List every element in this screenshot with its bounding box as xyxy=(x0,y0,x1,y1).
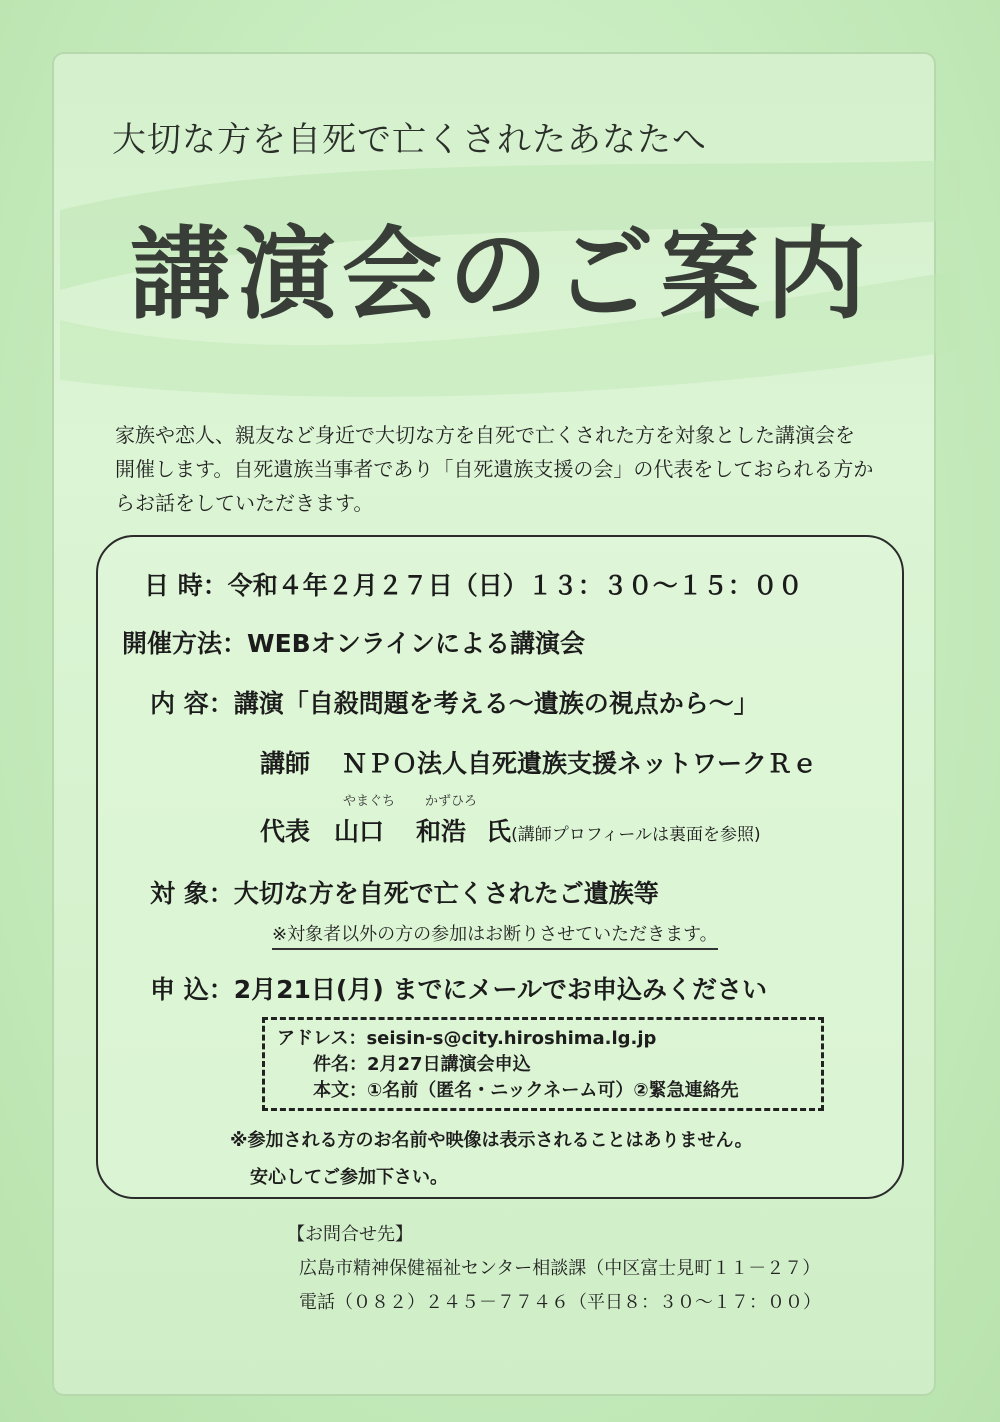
method-label: 開催方法： xyxy=(122,629,248,658)
contact-phone: 電話（０８２）２４５－７７４６（平日８：３０～１７：００） xyxy=(299,1292,821,1313)
mail-subject: 2月27日講演会申込 xyxy=(367,1054,531,1075)
mail-address-line xyxy=(277,1024,656,1050)
flyer-subtitle: 大切な方を自死で亡くされたあなたへ xyxy=(112,120,707,160)
intro-line: 家族や恋人、親友など身近で大切な方を自死で亡くされた方を対象とした講演会を xyxy=(115,423,855,447)
privacy-notice: ※参加される方のお名前や映像は表示されることはありません。 xyxy=(230,1130,753,1151)
apply-row xyxy=(150,970,767,1006)
lecturer-name-row xyxy=(260,812,761,848)
mail-body-label: 本文： xyxy=(313,1080,367,1101)
intro-paragraph xyxy=(115,418,905,520)
intro-line: らお話をしていただきます。 xyxy=(115,491,374,515)
apply-value: 2月21日(月) までにメールでお申込みください xyxy=(233,975,767,1004)
reassurance-notice: 安心してご参加下さい。 xyxy=(250,1167,448,1188)
lecturer-suffix: 氏 xyxy=(486,817,512,846)
mail-subject-label: 件名： xyxy=(313,1054,367,1075)
datetime-row xyxy=(144,566,803,602)
flyer-title: 講演会のご案内 xyxy=(130,216,872,333)
mail-address[interactable]: seisin-s@city.hiroshima.lg.jp xyxy=(366,1028,657,1049)
contact-organization: 広島市精神保健福祉センター相談課（中区富士見町１１－２７） xyxy=(299,1258,821,1279)
mail-address-label: アドレス： xyxy=(277,1028,367,1049)
intro-line: 開催します。自死遺族当事者であり「自死遺族支援の会」の代表をしておられる方か xyxy=(115,457,874,481)
apply-label: 申 込： xyxy=(150,975,234,1004)
method-row xyxy=(122,624,585,660)
mail-body-line xyxy=(313,1076,739,1102)
lecturer-org-row xyxy=(260,744,817,780)
ruby-surname: やまぐち xyxy=(343,794,396,809)
mail-subject-line xyxy=(313,1050,531,1076)
ruby-given: かずひろ xyxy=(425,794,478,809)
lecturer-title: 代表 xyxy=(260,817,311,846)
target-value: 大切な方を自死で亡くされたご遺族等 xyxy=(233,879,659,908)
method-value: WEBオンラインによる講演会 xyxy=(247,629,585,658)
contact-heading: 【お問合せ先】 xyxy=(287,1224,413,1245)
datetime-value: 令和４年２月２７日（日）１３：３０～１５：００ xyxy=(227,571,803,600)
content-row xyxy=(150,684,759,720)
mail-body: ①名前（匿名・ニックネーム可）②緊急連絡先 xyxy=(367,1080,739,1101)
lecturer-surname: 山口 xyxy=(334,817,385,846)
content-value: 講演「自殺問題を考える～遺族の視点から～」 xyxy=(233,689,759,718)
target-note: ※対象者以外の方の参加はお断りさせていただきます。 xyxy=(272,920,718,950)
target-label: 対 象： xyxy=(150,879,234,908)
datetime-label: 日 時： xyxy=(144,571,228,600)
lecturer-role: 講師 xyxy=(260,749,311,778)
content-label: 内 容： xyxy=(150,689,234,718)
lecturer-profile-note: (講師プロフィールは裏面を参照) xyxy=(511,825,761,845)
contact-section xyxy=(287,1218,821,1320)
target-row xyxy=(150,874,659,910)
lecturer-org: ＮＰＯ法人自死遺族支援ネットワークＲｅ xyxy=(342,749,818,778)
lecturer-given-name: 和浩 xyxy=(416,817,467,846)
mail-instructions-box xyxy=(262,1017,824,1111)
